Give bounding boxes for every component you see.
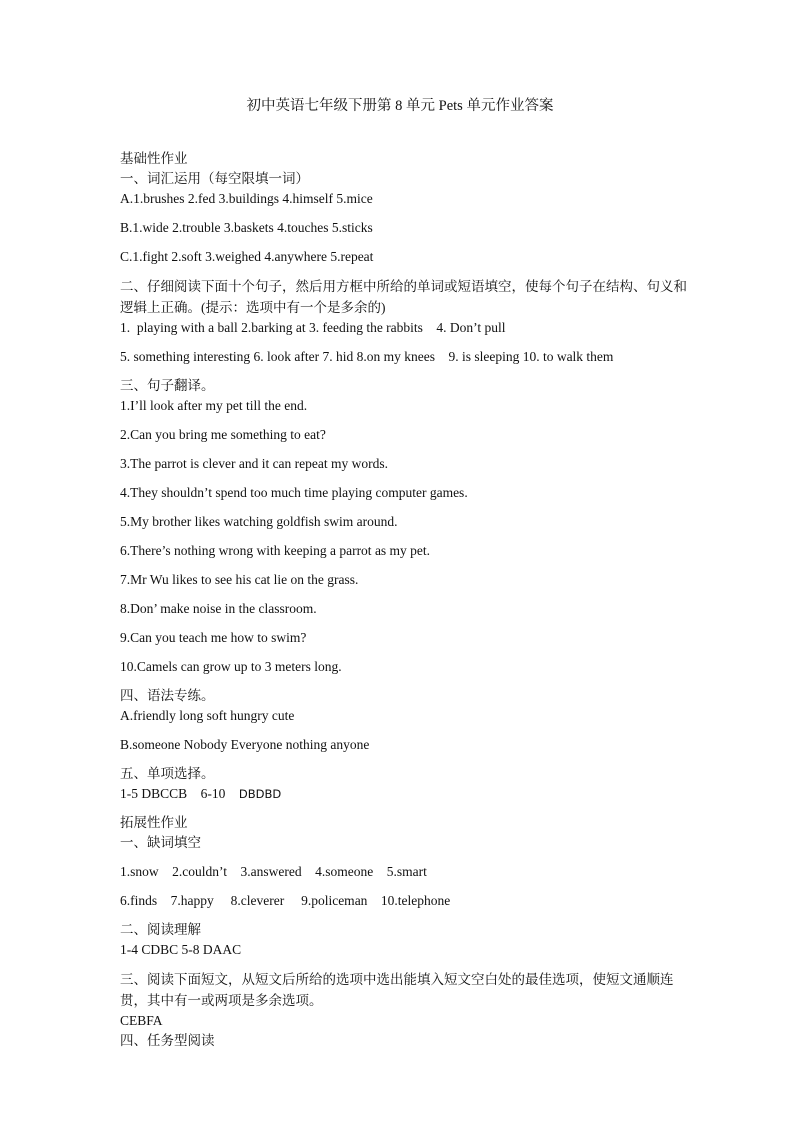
translation-item: 8.Don’ make noise in the classroom. [120, 601, 317, 616]
document-body [120, 149, 690, 1051]
section-1-answer-b: B.1.wide 2.trouble 3.baskets 4.touches 5.sticks [120, 220, 373, 235]
ext-section-2-answers: 1-4 CDBC 5-8 DAAC [120, 942, 242, 957]
translation-item: 2.Can you bring me something to eat? [120, 427, 326, 442]
ext-section-2-heading: 二、阅读理解 [120, 922, 201, 937]
section-5-answers [120, 784, 690, 804]
section-4-heading: 四、语法专练。 [120, 688, 215, 703]
translation-item: 9.Can you teach me how to swim? [120, 630, 307, 645]
section-2-answers-line-2: 5. something interesting 6. look after 7. hid 8.on my knees 9. is sleeping 10. to walk them [120, 349, 614, 364]
ext-section-1-heading: 一、缺词填空 [120, 835, 201, 850]
section-2-answers-line-1: 1. playing with a ball 2.barking at 3. feeding the rabbits 4. Don’t pull [120, 320, 506, 335]
basic-homework-heading: 基础性作业 [120, 151, 188, 166]
ext-section-4-heading: 四、任务型阅读 [120, 1033, 215, 1048]
translation-item: 10.Camels can grow up to 3 meters long. [120, 659, 342, 674]
ext-section-1-answers-line-1: 1.snow 2.couldn’t 3.answered 4.someone 5.smart [120, 864, 427, 879]
extended-homework-heading: 拓展性作业 [120, 815, 188, 830]
section-3-heading: 三、句子翻译。 [120, 378, 215, 393]
document-title: 初中英语七年级下册第 8 单元 Pets 单元作业答案 [246, 98, 554, 114]
section-5-answers-1-5: 1-5 DBCCB 6-10 [120, 786, 239, 801]
section-1-answer-c: C.1.fight 2.soft 3.weighed 4.anywhere 5.repeat [120, 249, 374, 264]
translation-item: 6.There’s nothing wrong with keeping a parrot as my pet. [120, 543, 431, 558]
translation-item: 4.They shouldn’t spend too much time playing computer games. [120, 485, 468, 500]
ext-section-1-answers-line-2: 6.finds 7.happy 8.cleverer 9.policeman 10.telephone [120, 893, 451, 908]
translation-item: 5.My brother likes watching goldfish swim around. [120, 514, 398, 529]
section-1-answer-a: A.1.brushes 2.fed 3.buildings 4.himself 5.mice [120, 191, 373, 206]
section-4-answer-b: B.someone Nobody Everyone nothing anyone [120, 737, 370, 752]
section-4-answer-a: A.friendly long soft hungry cute [120, 708, 295, 723]
translation-item: 3.The parrot is clever and it can repeat my words. [120, 456, 389, 471]
section-2-heading: 二、仔细阅读下面十个句子，然后用方框中所给的单词或短语填空，使每个句子在结构、句义和逻辑上正确。(提示：选项中有一个是多余的) [120, 279, 687, 315]
translation-item: 7.Mr Wu likes to see his cat lie on the grass. [120, 572, 359, 587]
ext-section-3-answers: CEBFA [120, 1013, 163, 1028]
section-5-heading: 五、单项选择。 [120, 766, 215, 781]
section-5-answers-6-10: DBDBD [238, 787, 282, 801]
ext-section-3-heading: 三、阅读下面短文，从短文后所给的选项中选出能填入短文空白处的最佳选项，使短文通顺连贯，其中有一或两项是多余选项。 [120, 972, 674, 1008]
section-1-heading: 一、词汇运用（每空限填一词） [120, 171, 309, 186]
translation-item: 1.I’ll look after my pet till the end. [120, 398, 308, 413]
